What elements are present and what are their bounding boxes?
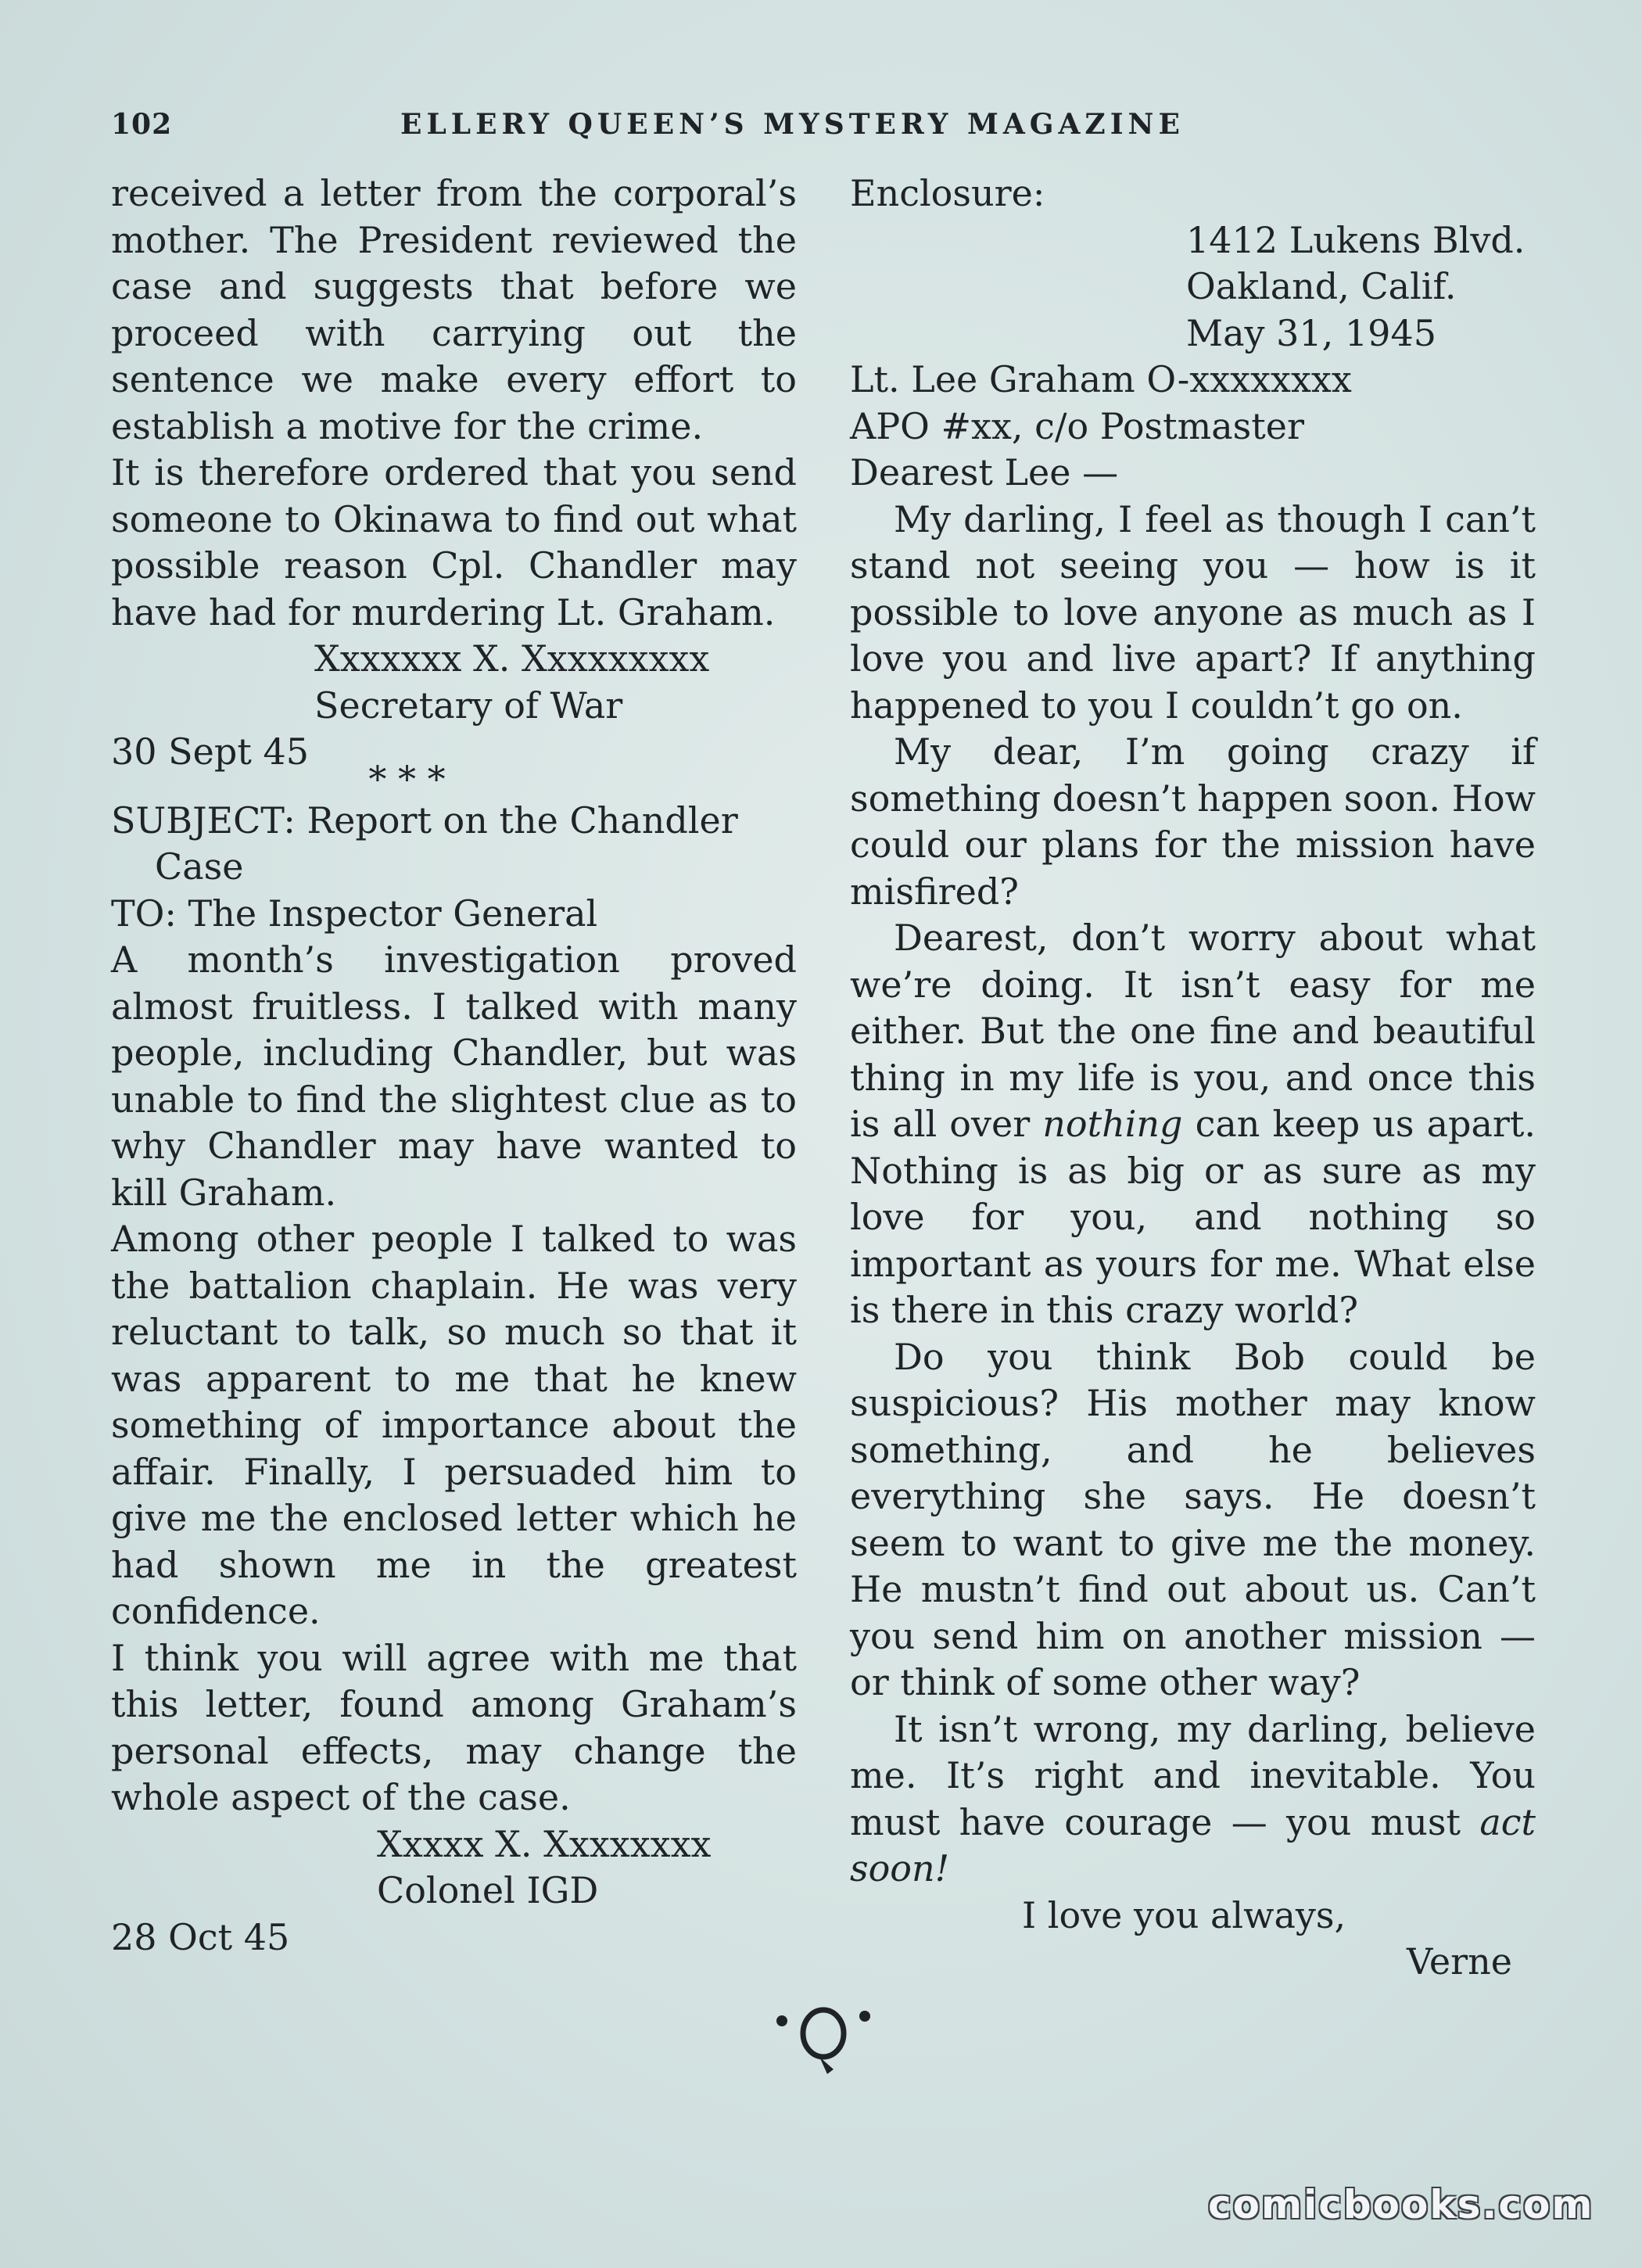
left-column (111, 170, 797, 1961)
section-separator: * * * (368, 757, 446, 800)
letter-date: May 31, 1945 (1186, 311, 1436, 354)
enclosure-label: Enclosure: (850, 172, 1045, 214)
letter-address-city: Oakland, Calif. (1186, 265, 1457, 307)
text-segment: can keep us apart. Nothing is as big or as sure as my love for you, and nothing so important as yours for me. What else is there in this crazy world? (850, 1103, 1536, 1331)
letter-paragraph: My dear, I’m going crazy if something doesn’t happen soon. How could our plans for the mission have misfired? (850, 730, 1536, 913)
paragraph-investigation: A month’s investigation proved almost fruitless. I talked with many people, including Chandler, but was unable to find the slightest clue as to why Chandler may have wanted to kill Graham. (111, 938, 797, 1214)
running-header (111, 108, 1526, 155)
right-column (850, 170, 1536, 1986)
memo-subject: SUBJECT: Report on the Chandler Case (111, 798, 738, 888)
signature-title: Secretary of War (314, 684, 623, 727)
text-segment: Dearest, don’t worry about what we’re doing. It isn’t easy for me either. But the one fine and beautiful thing in my life is you, and once this is all over (850, 917, 1536, 1145)
page-number: 102 (111, 108, 173, 141)
magazine-title: ELLERY QUEEN’S MYSTERY MAGAZINE (400, 108, 1185, 141)
letter-address-street: 1412 Lukens Blvd. (1186, 218, 1525, 261)
letter-paragraph: Do you think Bob could be suspicious? His mother may know something, and he believes everything she says. He doesn’t seem to want to give me the money. He mustn’t find out about us. Can’t you send him on another mission — or think of some other way? (850, 1335, 1536, 1703)
letter-paragraph: My darling, I feel as though I can’t stand not seeing you — how is it possible to love anyone as much as I love you and live apart? If anything happened to you I couldn’t go on. (850, 497, 1536, 727)
letter-paragraph (850, 1706, 1536, 1893)
signature-title: Colonel IGD (377, 1869, 599, 1911)
paragraph-order: It is therefore ordered that you send someone to Okinawa to find out what possible reason Cpl. Chandler may have had for murdering Lt. Graham. (111, 451, 797, 633)
emphasis-text: nothing (1042, 1103, 1183, 1145)
letter-closing: I love you always, (1022, 1893, 1346, 1936)
signature-name: Xxxxx X. Xxxxxxxx (377, 1822, 712, 1865)
paragraph-conclusion: I think you will agree with me that this letter, found among Graham’s personal effects, may change the whole aspect of the case. (111, 1636, 797, 1818)
watermark-text: comicbooks.com (1208, 2182, 1594, 2227)
memo-recipient: TO: The Inspector General (111, 892, 598, 935)
emphasis-text: act soon! (850, 1800, 1536, 1889)
recipient-address: APO #xx, c/o Postmaster (850, 404, 1304, 447)
letter-paragraph (850, 915, 1536, 1334)
memo-date: 30 Sept 45 (111, 730, 309, 773)
recipient-name: Lt. Lee Graham O-xxxxxxxx (850, 358, 1352, 400)
ellery-queen-q-logo-icon (765, 1993, 882, 2079)
paragraph-chaplain: Among other people I talked to was the battalion chaplain. He was very reluctant to talk, so much so that it was apparent to me that he knew something of importance about the affair. Finally, I persuaded him to give me the enclosed letter which he had shown me in the greatest confidence. (111, 1218, 797, 1632)
memo-date: 28 Oct 45 (111, 1915, 290, 1958)
paragraph-continued: received a letter from the corporal’s mother. The President reviewed the case and suggests that before we proceed with carrying out the sentence we make every effort to establish a motive for the crime. (111, 172, 797, 447)
signature-name: Xxxxxxx X. Xxxxxxxxx (314, 637, 710, 680)
letter-salutation: Dearest Lee — (850, 451, 1119, 493)
letter-signature: Verne (1406, 1940, 1512, 1983)
text-segment: It isn’t wrong, my darling, believe me. It’s right and inevitable. You must have courage — you must (850, 1707, 1536, 1843)
